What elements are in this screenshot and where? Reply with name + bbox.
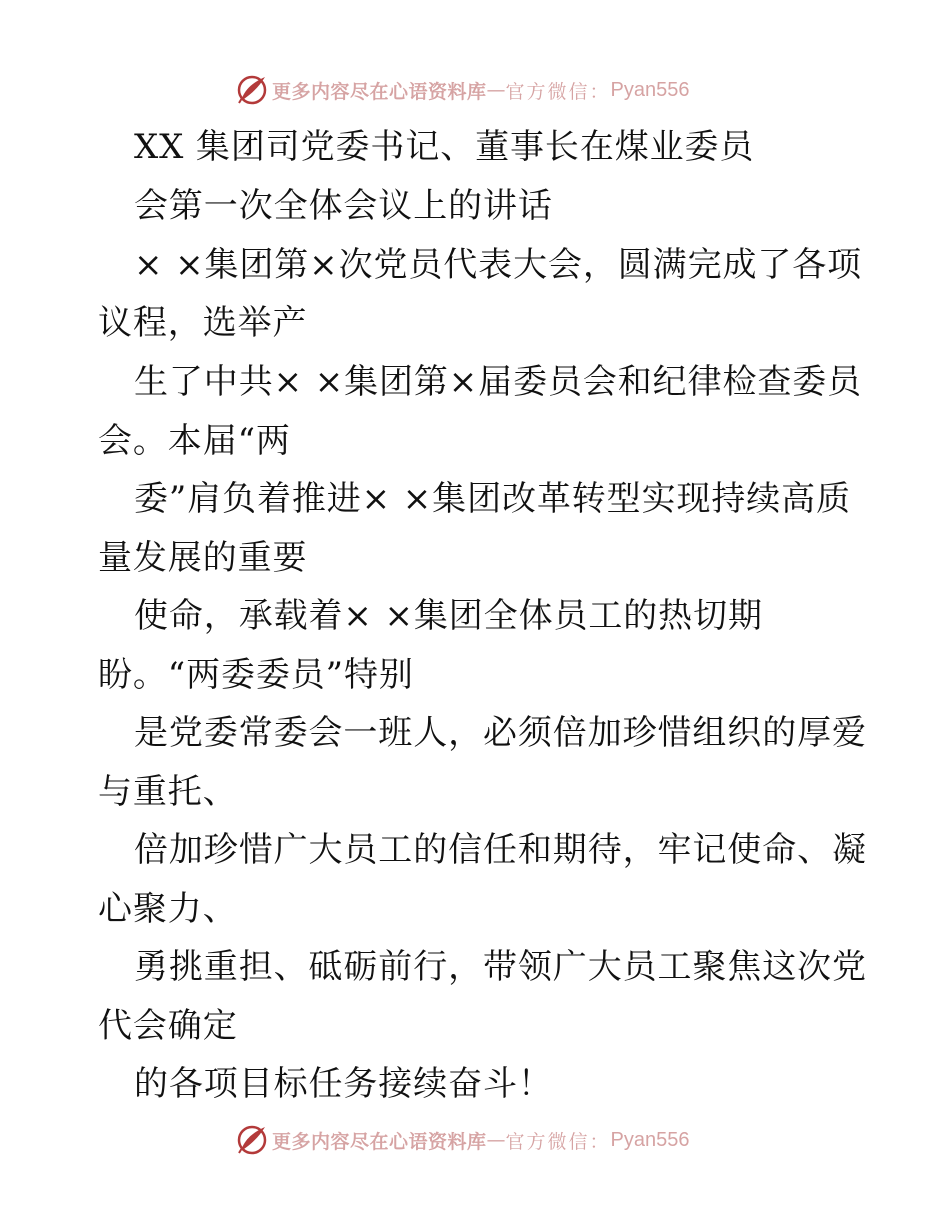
banner-text: 更多内容尽在心语资料库 xyxy=(272,1130,487,1153)
footer-banner xyxy=(236,1122,690,1158)
header-banner xyxy=(236,72,690,108)
body-line: 勇挑重担、砥砺前行，带领广大员工聚焦这次党 xyxy=(134,947,867,987)
banner-text: 更多内容尽在心语资料库 xyxy=(272,80,487,103)
banner-separator: — xyxy=(486,1129,506,1151)
document-title-line-2: 会第一次全体会议上的讲话 xyxy=(134,186,553,226)
body-line: 与重托、 xyxy=(98,772,238,812)
pen-logo-icon xyxy=(236,1124,268,1156)
body-line: 量发展的重要 xyxy=(98,538,308,578)
banner-separator: — xyxy=(486,79,506,101)
body-line: 代会确定 xyxy=(98,1006,238,1046)
banner-wechat-label: 官方微信： xyxy=(505,1130,611,1153)
body-line: × ×集团第×次党员代表大会，圆满完成了各项 xyxy=(134,245,863,285)
document-title-line-1: XX 集团司党委书记、董事长在煤业委员 xyxy=(134,127,755,167)
body-line: 议程，选举产 xyxy=(98,303,308,343)
body-line: 会。本届“两 xyxy=(98,421,291,461)
body-line: 委”肩负着推进× ×集团改革转型实现持续高质 xyxy=(134,479,851,519)
banner-wechat-id: Pyan556 xyxy=(610,1128,690,1151)
body-line: 盼。“两委委员”特别 xyxy=(98,655,414,695)
pen-logo-icon xyxy=(236,74,268,106)
body-line: 倍加珍惜广大员工的信任和期待，牢记使命、凝 xyxy=(134,830,867,870)
body-line: 心聚力、 xyxy=(98,889,238,929)
body-line: 使命，承载着× ×集团全体员工的热切期 xyxy=(134,596,763,636)
body-line: 的各项目标任务接续奋斗！ xyxy=(134,1064,553,1104)
body-line: 生了中共× ×集团第×届委员会和纪律检查委员 xyxy=(134,362,863,402)
body-line: 是党委常委会一班人，必须倍加珍惜组织的厚爱 xyxy=(134,713,867,753)
banner-wechat-label: 官方微信： xyxy=(505,80,611,103)
banner-wechat-id: Pyan556 xyxy=(610,78,690,101)
